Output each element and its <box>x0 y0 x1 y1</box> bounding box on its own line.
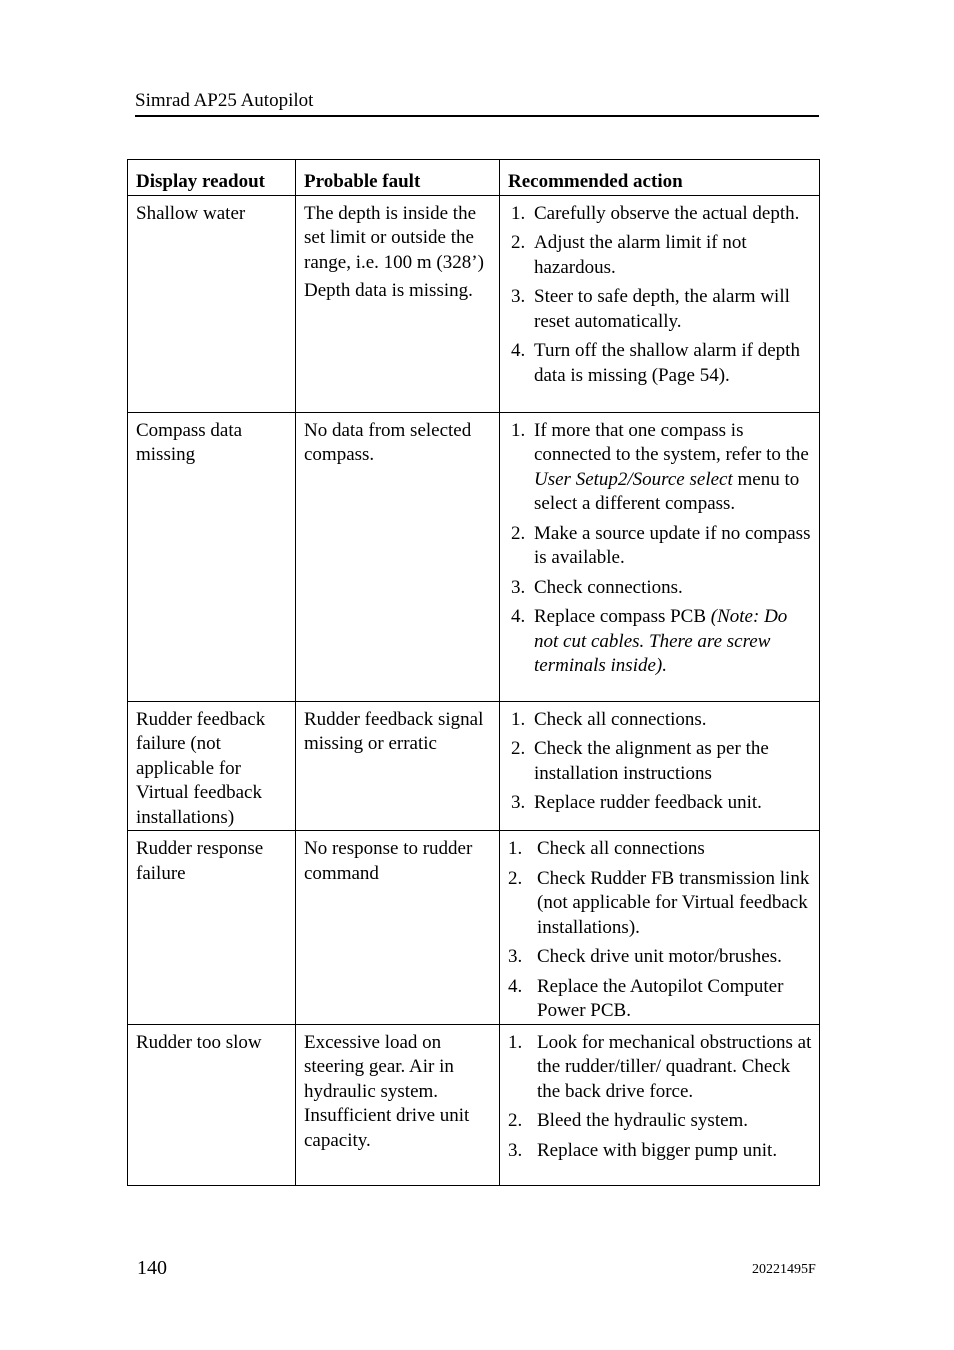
action-list <box>508 708 813 816</box>
action-item <box>508 576 813 601</box>
action-item <box>508 339 813 388</box>
action-text: Check all connections. <box>534 708 707 730</box>
action-number: 3. <box>508 946 523 967</box>
probable-fault-cell <box>296 701 500 831</box>
table-row <box>128 701 820 831</box>
action-text: Make a source update if no compass is available. <box>534 522 811 568</box>
action-number: 1. <box>511 202 526 224</box>
probable-fault-cell <box>296 831 500 1025</box>
action-item <box>508 419 813 517</box>
action-number: 2. <box>508 867 523 889</box>
table-row <box>128 195 820 412</box>
recommended-action-cell <box>500 1024 820 1185</box>
action-number: 3. <box>511 792 526 813</box>
display-readout-cell: Rudder feedback failure (not applicable for Virtual feedback installations) <box>128 701 296 831</box>
action-text: Turn off the shallow alarm if depth data is missing (Page 54). <box>534 340 800 386</box>
action-number: 2. <box>511 522 526 544</box>
action-text: Steer to safe depth, the alarm will reset automatically. <box>534 286 790 332</box>
fault-text: Rudder feedback signal missing or erratic <box>304 708 484 754</box>
action-text: Check connections. <box>534 576 683 598</box>
action-text: Check the alignment as per the installation instructions <box>534 738 769 784</box>
column-header-probable-fault: Probable fault <box>296 160 500 196</box>
action-text: Carefully observe the actual depth. <box>534 202 800 224</box>
page-header: Simrad AP25 Autopilot <box>135 89 819 117</box>
fault-text: The depth is inside the set limit or outside the range, i.e. 100 m (328’) <box>304 202 484 273</box>
display-readout-cell: Compass data missing <box>128 412 296 701</box>
display-readout-cell: Rudder too slow <box>128 1024 296 1185</box>
action-item <box>508 285 813 334</box>
action-text: Bleed the hydraulic system. <box>537 1110 749 1131</box>
table-header-row <box>128 160 820 196</box>
action-text: Replace compass PCB <box>534 606 711 627</box>
action-item <box>508 1031 813 1105</box>
action-number: 1. <box>508 838 523 859</box>
recommended-action-cell <box>500 195 820 412</box>
document-number: 20221495F <box>752 1262 816 1277</box>
action-text: Adjust the alarm limit if not hazardous. <box>534 232 747 278</box>
display-readout-cell: Rudder response failure <box>128 831 296 1025</box>
action-item <box>508 1139 813 1164</box>
action-number: 4. <box>511 340 526 361</box>
note-text: (Note: Do not cut cables. There are screw terminals inside). <box>534 606 788 676</box>
recommended-action-cell <box>500 412 820 701</box>
action-item <box>508 522 813 571</box>
action-item <box>508 708 813 733</box>
table-row <box>128 1024 820 1185</box>
action-number: 3. <box>511 576 526 598</box>
fault-text: No data from selected compass. <box>304 419 472 465</box>
page-number: 140 <box>137 1257 167 1279</box>
fault-text: Depth data is missing. <box>304 280 473 301</box>
action-text: Replace the Autopilot Computer Power PCB. <box>537 975 784 1021</box>
action-number: 3. <box>508 1139 523 1161</box>
action-item <box>508 945 813 970</box>
fault-text: Excessive load on steering gear. Air in hydraulic system. Insufficient drive unit capacity. <box>304 1031 470 1151</box>
recommended-action-cell <box>500 701 820 831</box>
action-text: Check Rudder FB transmission link (not applicable for Virtual feedback installations). <box>537 867 810 938</box>
action-text: If more that one compass is connected to the system, refer to the <box>534 419 809 465</box>
column-header-recommended-action: Recommended action <box>500 160 820 196</box>
action-list <box>508 202 813 389</box>
menu-reference: User Setup2/Source select <box>534 468 733 490</box>
action-item <box>508 605 813 679</box>
table-row <box>128 412 820 701</box>
action-number: 1. <box>511 708 526 730</box>
table-row <box>128 831 820 1025</box>
action-list <box>508 1031 813 1164</box>
action-list <box>508 419 813 679</box>
action-text: Check drive unit motor/brushes. <box>537 946 782 967</box>
action-item <box>508 231 813 280</box>
action-text: Replace rudder feedback unit. <box>534 792 762 813</box>
action-list <box>508 837 813 1024</box>
action-number: 3. <box>511 286 526 307</box>
action-text: Replace with bigger pump unit. <box>537 1139 778 1161</box>
action-item <box>508 867 813 941</box>
fault-table <box>127 159 820 1186</box>
action-text: Check all connections <box>537 838 705 859</box>
action-number: 4. <box>508 975 523 997</box>
action-text: menu to select a different compass. <box>534 468 800 514</box>
recommended-action-cell <box>500 831 820 1025</box>
action-item <box>508 791 813 816</box>
action-item <box>508 737 813 786</box>
action-item <box>508 975 813 1024</box>
action-number: 2. <box>511 232 526 253</box>
action-number: 1. <box>511 419 526 441</box>
display-readout-cell: Shallow water <box>128 195 296 412</box>
column-header-display-readout: Display readout <box>128 160 296 196</box>
action-item <box>508 1109 813 1134</box>
probable-fault-cell <box>296 1024 500 1185</box>
action-item <box>508 202 813 227</box>
probable-fault-cell <box>296 195 500 412</box>
action-item <box>508 837 813 862</box>
fault-text: No response to rudder command <box>304 838 473 884</box>
action-number: 2. <box>508 1110 523 1131</box>
action-number: 4. <box>511 606 526 627</box>
probable-fault-cell <box>296 412 500 701</box>
action-number: 2. <box>511 738 526 759</box>
action-number: 1. <box>508 1031 523 1053</box>
action-text: Look for mechanical obstructions at the rudder/tiller/ quadrant. Check the back drive force. <box>537 1031 812 1102</box>
